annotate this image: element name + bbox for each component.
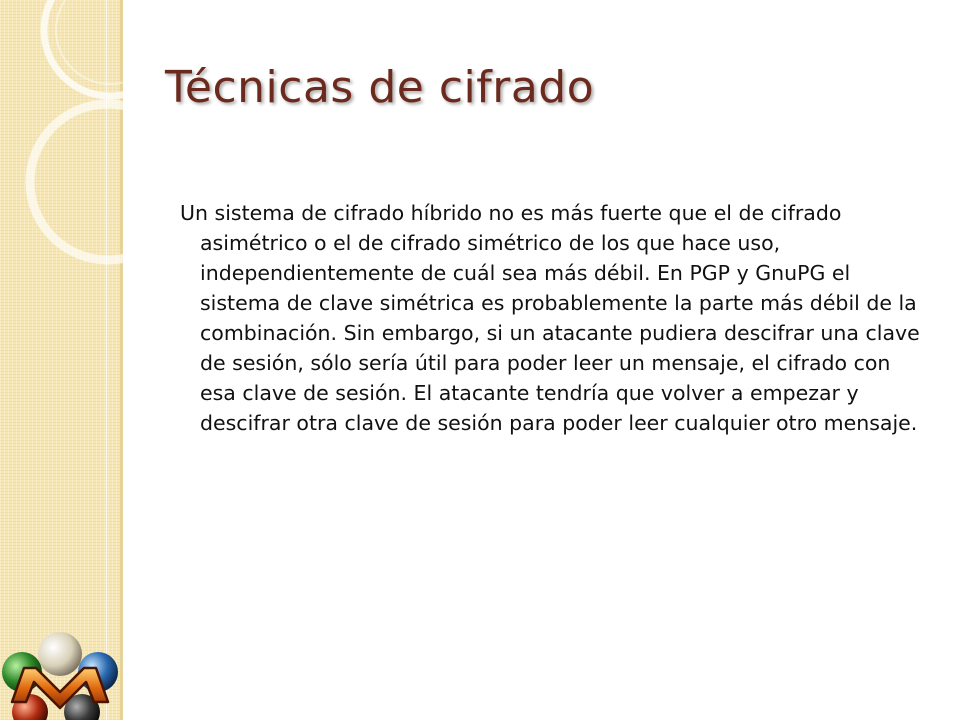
m-logo-icon (0, 628, 120, 720)
slide-body-paragraph: Un sistema de cifrado híbrido no es más fuerte que el de cifrado asimétrico o el de cifrado simétrico de los que hace uso, independientemente de cuál sea más débil. En PGP y GnuPG el sistema de clave simétrica es probablemente la parte más débil de la combinación. Sin embargo, si un atacante pudiera descifrar una clave de sesión, sólo sería útil para poder leer un mensaje, el cifrado con esa clave de sesión. El atacante tendría que volver a empezar y descifrar otra clave de sesión para poder leer cualquier otro mensaje. (180, 201, 920, 435)
decorative-rings-icon (0, 0, 180, 300)
slide-title: Técnicas de cifrado (165, 62, 595, 113)
